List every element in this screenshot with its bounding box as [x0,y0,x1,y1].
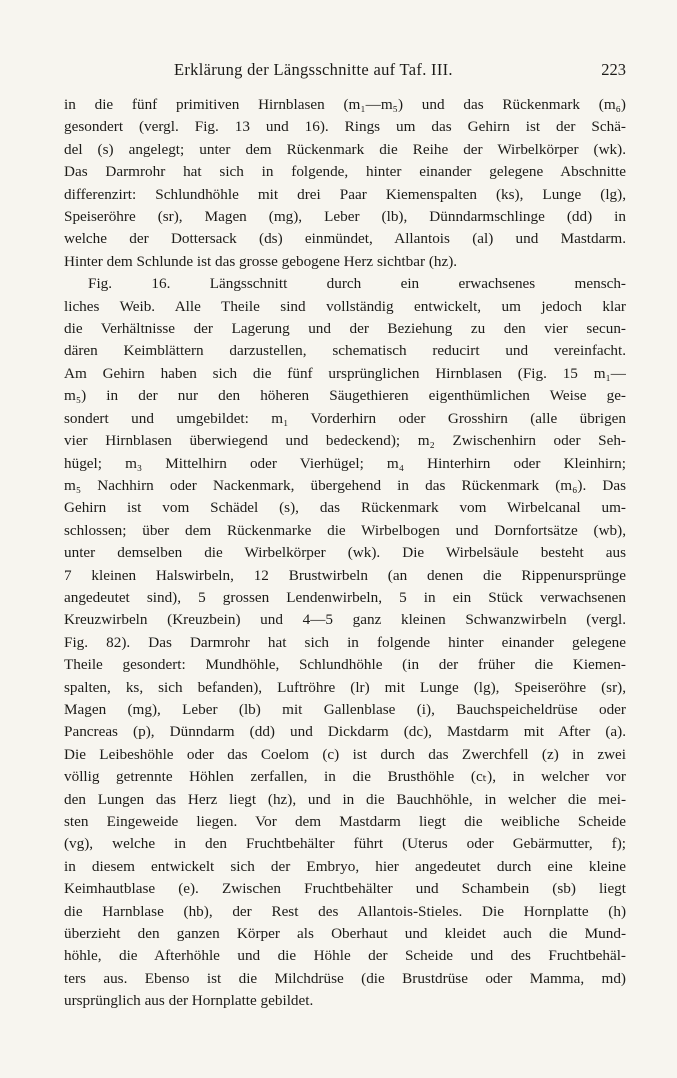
text-line: höhle, die Afterhöhle und die Höhle der Scheide und des Fruchtbehäl- [64,947,626,965]
text-line: m₅) in der nur den höheren Säugethieren eigenthümlichen Weise ge- [64,387,626,405]
page-number: 223 [601,60,626,79]
text-line: die Verhältnisse der Lagerung und der Beziehung zu den vier secun- [64,320,626,338]
text-line: die Harnblase (hb), der Rest des Allantois-Stieles. Die Hornplatte (h) [64,902,626,920]
text-line: Das Darmrohr hat sich in folgende, hinter einander gelegene Abschnitte [64,163,626,181]
text-line: m₅ Nachhirn oder Nackenmark, übergehend in das Rückenmark (m₆). Das [64,476,626,494]
text-line: hügel; m₃ Mittelhirn oder Vierhügel; m₄ Hinterhirn oder Kleinhirn; [64,454,626,472]
text-line: überzieht den ganzen Körper als Oberhaut und kleidet auch die Mund- [64,925,626,943]
text-line: (vg), welche in den Fruchtbehälter führt (Uterus oder Gebärmutter, f); [64,835,626,853]
text-line: Die Leibeshöhle oder das Coelom (c) ist durch das Zwerchfell (z) in zwei [64,745,626,763]
text-line: del (s) angelegt; unter dem Rückenmark die Reihe der Wirbelkörper (wk). [64,140,626,158]
text-line: Magen (mg), Leber (lb) mit Gallenblase (i), Bauchspeicheldrüse oder [64,700,626,718]
text-line: unter demselben die Wirbelkörper (wk). Die Wirbelsäule besteht aus [64,544,626,562]
text-line: Fig. 16. Längsschnitt durch ein erwachsenes mensch- [88,275,626,293]
text-line: differenzirt: Schlundhöhle mit drei Paar Kiemenspalten (ks), Lunge (lg), [64,185,626,203]
page-header [64,60,626,86]
text-line: Hinter dem Schlunde ist das grosse gebogene Herz sichtbar (hz). [64,252,458,270]
text-line: welche der Dottersack (ds) einmündet, Allantois (al) und Mastdarm. [64,230,626,248]
text-line: angedeutet sind), 5 grossen Lendenwirbeln, 5 in ein Stück verwachsenen [64,588,626,606]
text-line: spalten, ks, sich befanden), Luftröhre (lr) mit Lunge (lg), Speiseröhre (sr), [64,678,626,696]
text-line: ursprünglich aus der Hornplatte gebildet. [64,992,314,1010]
text-line: ters aus. Ebenso ist die Milchdrüse (die Brustdrüse oder Mamma, md) [64,969,626,987]
text-line: Keimhautblase (e). Zwischen Fruchtbehälter und Schambein (sb) liegt [64,880,626,898]
text-line: Gehirn ist vom Schädel (s), das Rückenmark vom Wirbelcanal um- [64,499,626,517]
text-line: den Lungen das Herz liegt (hz), und in die Bauchhöhle, in welcher die mei- [64,790,626,808]
text-line: dären Keimblättern darzustellen, schematisch reducirt und vereinfacht. [64,342,626,360]
body-text [64,94,626,1013]
text-line: liches Weib. Alle Theile sind vollständig entwickelt, um jedoch klar [64,297,626,315]
text-line: Am Gehirn haben sich die fünf ursprünglichen Hirnblasen (Fig. 15 m₁— [64,364,626,382]
text-line: in die fünf primitiven Hirnblasen (m₁—m₅) und das Rückenmark (m₆) [64,96,626,113]
text-line: vier Hirnblasen überwiegend und bedeckend); m₂ Zwischenhirn oder Seh- [64,432,626,450]
text-line: sondert und umgebildet: m₁ Vorderhirn oder Grosshirn (alle übrigen [64,409,626,427]
text-line: gesondert (vergl. Fig. 13 und 16). Rings um das Gehirn ist der Schä- [64,118,626,136]
text-line: Pancreas (p), Dünndarm (dd) und Dickdarm (dc), Mastdarm mit After (a). [64,723,626,741]
text-line: Speiseröhre (sr), Magen (mg), Leber (lb), Dünndarmschlinge (dd) in [64,208,626,226]
text-line: Kreuzwirbeln (Kreuzbein) und 4—5 ganz kleinen Schwanzwirbeln (vergl. [64,611,626,629]
running-head: Erklärung der Längsschnitte auf Taf. III. [174,60,453,79]
text-line: 7 kleinen Halswirbeln, 12 Brustwirbeln (an denen die Rippenursprünge [64,566,626,584]
text-line: Fig. 82). Das Darmrohr hat sich in folgende hinter einander gelegene [64,633,626,651]
text-line: sten Eingeweide liegen. Vor dem Mastdarm liegt die weibliche Scheide [64,813,626,830]
text-line: völlig getrennte Höhlen zerfallen, in die Brusthöhle (cₜ), in welcher vor [64,768,626,786]
text-line: Theile gesondert: Mundhöhle, Schlundhöhle (in der früher die Kiemen- [64,656,626,674]
text-line: schlossen; über dem Rückenmarke die Wirbelbogen und Dornfortsätze (wb), [64,521,626,539]
text-line: in diesem entwickelt sich der Embryo, hier angedeutet durch eine kleine [64,857,626,875]
